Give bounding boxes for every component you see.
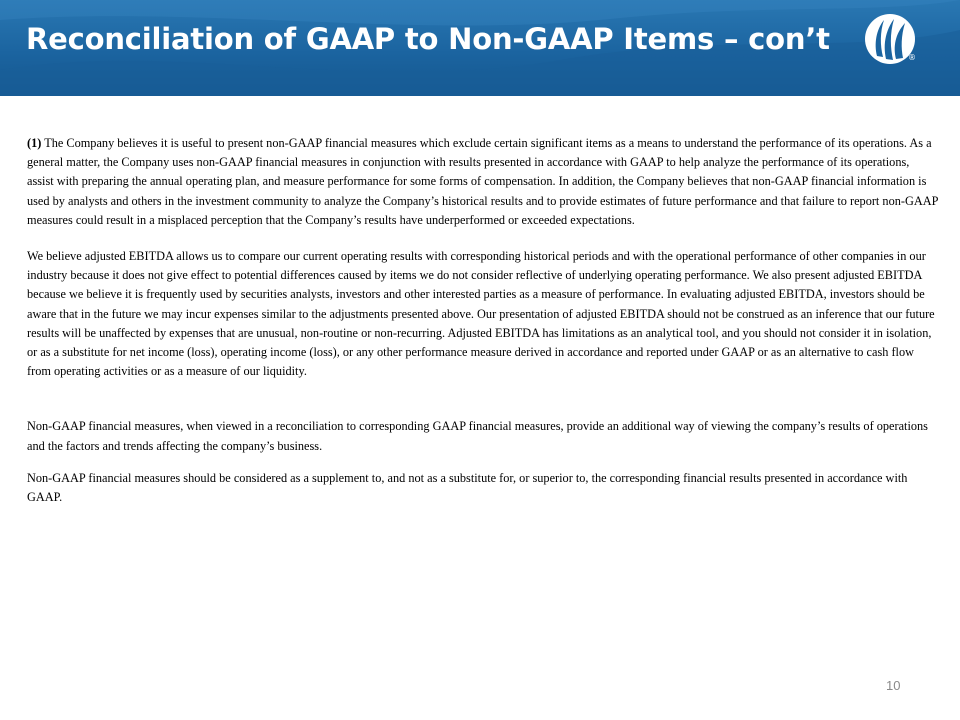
slide-title: Reconciliation of GAAP to Non-GAAP Items – con’t — [26, 22, 830, 56]
slide-header-banner — [0, 0, 960, 96]
page-number: 10 — [886, 678, 901, 693]
footnote-number: (1) — [27, 136, 42, 150]
paragraph-1-text: The Company believes it is useful to present non-GAAP financial measures which exclude certain significant items as a means to understand the performance of its operations. As a general matter, the Company uses non-GAAP financial measures in conjunction with results presented in accordance with GAAP to help analyze the performance of its operations, assist with preparing the annual operating plan, and measure performance for some forms of compensation. In addition, the Company believes that non-GAAP financial information is used by analysts and others in the investment community to analyze the Company’s historical results and to provide estimates of future performance and that failure to report non-GAAP measures could result in a misplaced perception that the Company’s results have underperformed or exceeded expectations. — [27, 136, 938, 227]
footnote-paragraph-1 — [27, 134, 939, 230]
paragraph-2: We believe adjusted EBITDA allows us to compare our current operating results with corresponding historical periods and with the operational performance of other companies in our industry because it does not give effect to potential differences caused by items we do not consider reflective of underlying operating performance. We also present adjusted EBITDA because we believe it is frequently used by securities analysts, investors and other interested parties as a measure of performance. In evaluating adjusted EBITDA, investors should be aware that in the future we may incur expenses similar to the adjustments presented above. Our presentation of adjusted EBITDA should not be construed as an inference that our future results will be unaffected by expenses that are unusual, non-routine or non-recurring. Adjusted EBITDA has limitations as an analytical tool, and you should not consider it in isolation, or as a substitute for net income (loss), operating income (loss), or any other performance measure derived in accordance and reported under GAAP or as an alternative to cash flow from operating activities or as a measure of our liquidity. — [27, 249, 935, 379]
paragraph-3: Non-GAAP financial measures, when viewed in a reconciliation to corresponding GAAP financial measures, provide an additional way of viewing the company’s results of operations and the factors and trends affecting the company’s business. — [27, 419, 928, 453]
registered-mark: ® — [908, 53, 916, 62]
paragraph-4: Non-GAAP financial measures should be considered as a supplement to, and not as a substitute for, or superior to, the corresponding financial results presented in accordance with GAAP. — [27, 470, 908, 505]
slide-body-text — [27, 134, 939, 507]
